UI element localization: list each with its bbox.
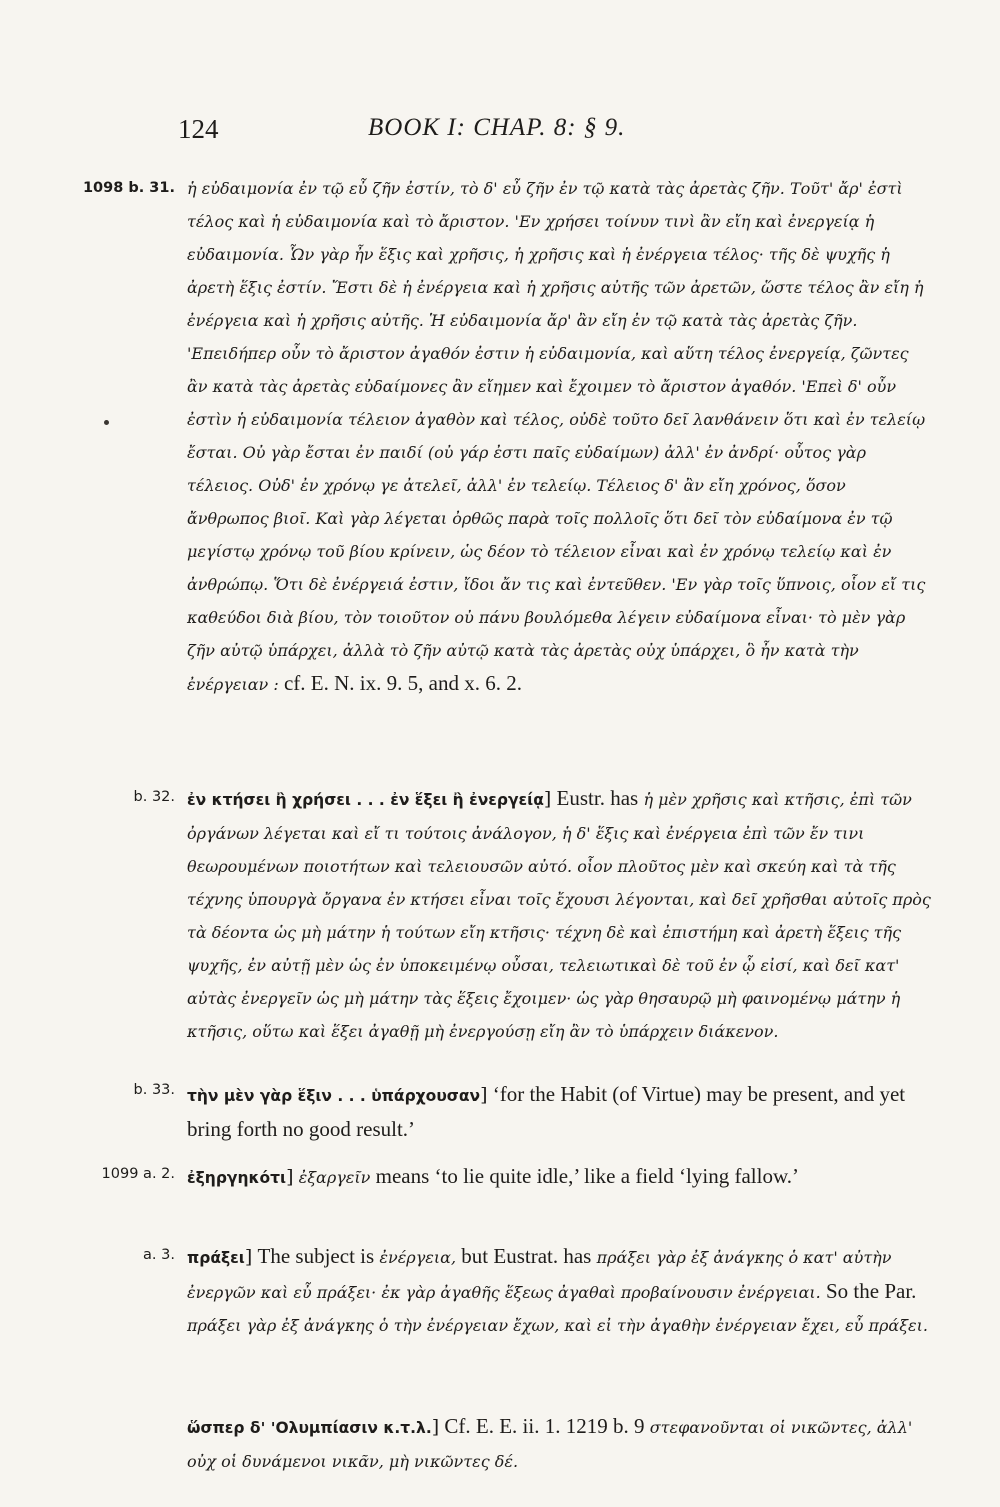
margin-mark: [104, 420, 109, 425]
english-text: but Eustrat. has: [456, 1244, 597, 1268]
note-reference: b. 32.: [133, 789, 175, 805]
english-text: ‘for the Habit (of Virtue) may be present, and yet bring forth no good result.’: [187, 1082, 906, 1141]
note-reference: a. 3.: [143, 1247, 175, 1263]
lemma-bracket: ]: [543, 788, 552, 810]
english-text: Cf. E. E. ii. 1. 1219 b. 9: [439, 1414, 650, 1438]
lemma-bracket: ]: [244, 1246, 253, 1268]
greek-text: ἡ μὲν χρῆσις καὶ κτῆσις, ἐπὶ τῶν ὀργάνων λέγεται καὶ εἴ τι τούτοις ἀνάλογον, ἡ δ' ἕξις καὶ ἐνέργεια ἐπὶ τῶν ἔν τινι θεωρουμένων ποιοτήτων καὶ τελειουσῶν αὐτό. οἷον πλοῦτος μὲν καὶ σκεύη καὶ τὰ τῆς τέχνης ὑπουργὰ ὄργανα ἐν κτήσει εἶναι τοῖς ἔχουσι λέγονται, καὶ δεῖ χρῆσθαι αὐτοῖς πρὸς τὰ δέοντα ὡς μὴ μάτην ἡ τούτων εἴη κτῆσις· τέχνη δὲ καὶ ἐπιστήμη καὶ ἀρετὴ ἕξεις τῆς ψυχῆς, ἐν αὐτῇ μὲν ὡς ἐν ὑποκειμένῳ οὖσαι, τελειωτικαὶ δὲ τοῦ ἐν ᾧ εἰσί, καὶ δεῖ κατ' αὐτὰς ἐνεργεῖν ὡς μὴ μάτην τὰς ἕξεις ἔχοιμεν· ὡς γὰρ θησαυρῷ μὴ φαινομένῳ μάτην ἡ κτῆσις, οὕτω καὶ ἕξει ἀγαθῇ μὴ ἐνεργούσῃ εἴη ἂν τὸ ὑπάρχειν διάκενον.: [187, 790, 931, 1041]
lemma-bracket: ]: [431, 1416, 440, 1438]
english-text: Eustr. has: [551, 786, 644, 810]
page-number: 124: [178, 114, 219, 144]
greek-text: ἡ εὐδαιμονία ἐν τῷ εὖ ζῆν ἐστίν, τὸ δ' εὖ ζῆν ἐν τῷ κατὰ τὰς ἀρετὰς ζῆν. Τοῦτ' ἄρ' ἐστὶ τέλος καὶ ἡ εὐδαιμονία καὶ τὸ ἄριστον. 'Εν χρήσει τοίνυν τινὶ ἂν εἴη καὶ ἐνεργείᾳ ἡ εὐδαιμονία. Ὧν γὰρ ἦν ἕξις καὶ χρῆσις, ἡ χρῆσις καὶ ἡ ἐνέργεια τέλος· τῆς δὲ ψυχῆς ἡ ἀρετὴ ἕξις ἐστίν. Ἔστι δὲ ἡ ἐνέργεια καὶ ἡ χρῆσις αὐτῆς τῶν ἀρετῶν, ὥστε τέλος ἂν εἴη ἡ ἐνέργεια καὶ ἡ χρῆσις αὐτῆς. Ἡ εὐδαιμονία ἄρ' ἂν εἴη ἐν τῷ κατὰ τὰς ἀρετὰς ζῆν. 'Επειδήπερ οὖν τὸ ἄριστον ἀγαθόν ἐστιν ἡ εὐδαιμονία, καὶ αὕτη τέλος ἐνεργείᾳ, ζῶντες ἂν κατὰ τὰς ἀρετὰς εὐδαίμονες ἂν εἴημεν καὶ ἔχοιμεν τὸ ἄριστον ἀγαθόν. 'Επεὶ δ' οὖν ἐστὶν ἡ εὐδαιμονία τέλειον ἀγαθὸν καὶ τέλος, οὐδὲ τοῦτο δεῖ λανθάνειν ὅτι καὶ ἐν τελείῳ ἔσται. Οὐ γὰρ ἔσται ἐν παιδί (οὐ γάρ ἐστι παῖς εὐδαίμων) ἀλλ' ἐν ἀνδρί· οὗτος γὰρ τέλειος. Οὐδ' ἐν χρόνῳ γε ἀτελεῖ, ἀλλ' ἐν τελείῳ. Τέλειος δ' ἂν εἴη χρόνος, ὅσον ἄνθρωπος βιοῖ. Καὶ γὰρ λέγεται ὀρθῶς παρὰ τοῖς πολλοῖς ὅτι δεῖ τὸν εὐδαίμονα ἐν τῷ μεγίστῳ χρόνῳ τοῦ βίου κρίνειν, ὡς δέον τὸ τέλειον εἶναι καὶ ἐν χρόνῳ τελείῳ καὶ ἐν ἀνθρώπῳ. Ὅτι δὲ ἐνέργειά ἐστιν, ἴδοι ἄν τις καὶ ἐντεῦθεν. 'Εν γὰρ τοῖς ὕπνοις, οἷον εἴ τις καθεύδοι διὰ βίου, τὸν τοιοῦτον οὐ πάνυ βουλόμεθα λέγειν εὐδαίμονα εἶναι· τὸ μὲν γὰρ ζῆν αὐτῷ ὑπάρχει, ἀλλὰ τὸ ζῆν αὐτῷ κατὰ τὰς ἀρετὰς οὐχ ὑπάρχει, ὃ ἦν κατὰ τὴν ἐνέργειαν :: [187, 179, 926, 694]
note-body: [187, 172, 931, 701]
lemma-bracket: ]: [480, 1084, 488, 1106]
english-text: means ‘to lie quite idle,’ like a field ‘lying fallow.’: [370, 1164, 799, 1188]
lemma: ἐξηργηκότι: [187, 1169, 287, 1187]
note-reference: 1098 b. 31.: [82, 180, 175, 196]
note-body: [187, 1410, 931, 1478]
page-header: [178, 114, 738, 154]
note-reference: 1099 a. 2.: [101, 1166, 175, 1182]
greek-text: ἐνέργεια,: [379, 1248, 457, 1267]
english-text: cf. E. N. ix. 9. 5, and x. 6. 2.: [278, 671, 522, 695]
note-body: [187, 1078, 931, 1147]
lemma: τὴν μὲν γὰρ ἕξιν . . . ὑπάρχουσαν: [187, 1087, 481, 1105]
lemma: πράξει: [187, 1249, 245, 1267]
greek-text: στεφανοῦνται οἱ νικῶντες, ἀλλ' οὐχ οἱ δυνάμενοι νικᾶν, μὴ νικῶντες δέ.: [187, 1418, 913, 1471]
lemma-bracket: ]: [286, 1166, 294, 1188]
note-body: [187, 1160, 931, 1195]
english-text: So the Par.: [820, 1279, 917, 1303]
lemma: ἐν κτήσει ἢ χρήσει . . . ἐν ἕξει ἢ ἐνεργείᾳ: [187, 791, 544, 809]
note-body: [187, 782, 931, 1048]
english-text: The subject is: [252, 1244, 380, 1268]
running-head: BOOK I: CHAP. 8: § 9.: [368, 114, 626, 141]
note-body: [187, 1240, 931, 1342]
greek-text: πράξει γὰρ ἐξ ἀνάγκης ὁ κατ' αὐτὴν ἐνεργῶν καὶ εὖ πράξει· ἐκ γὰρ ἀγαθῆς ἕξεως ἀγαθαὶ προβαίνουσιν ἐνέργειαι.: [187, 1248, 892, 1302]
lemma: ὥσπερ δ' 'Ολυμπίασιν κ.τ.λ.: [187, 1419, 432, 1437]
note-reference: b. 33.: [133, 1082, 175, 1098]
greek-text: ἐξαργεῖν: [293, 1168, 371, 1187]
greek-text: πράξει γὰρ ἐξ ἀνάγκης ὁ τὴν ἐνέργειαν ἔχων, καὶ εἰ τὴν ἀγαθὴν ἐνέργειαν ἔχει, εὖ πράξει.: [187, 1316, 928, 1335]
